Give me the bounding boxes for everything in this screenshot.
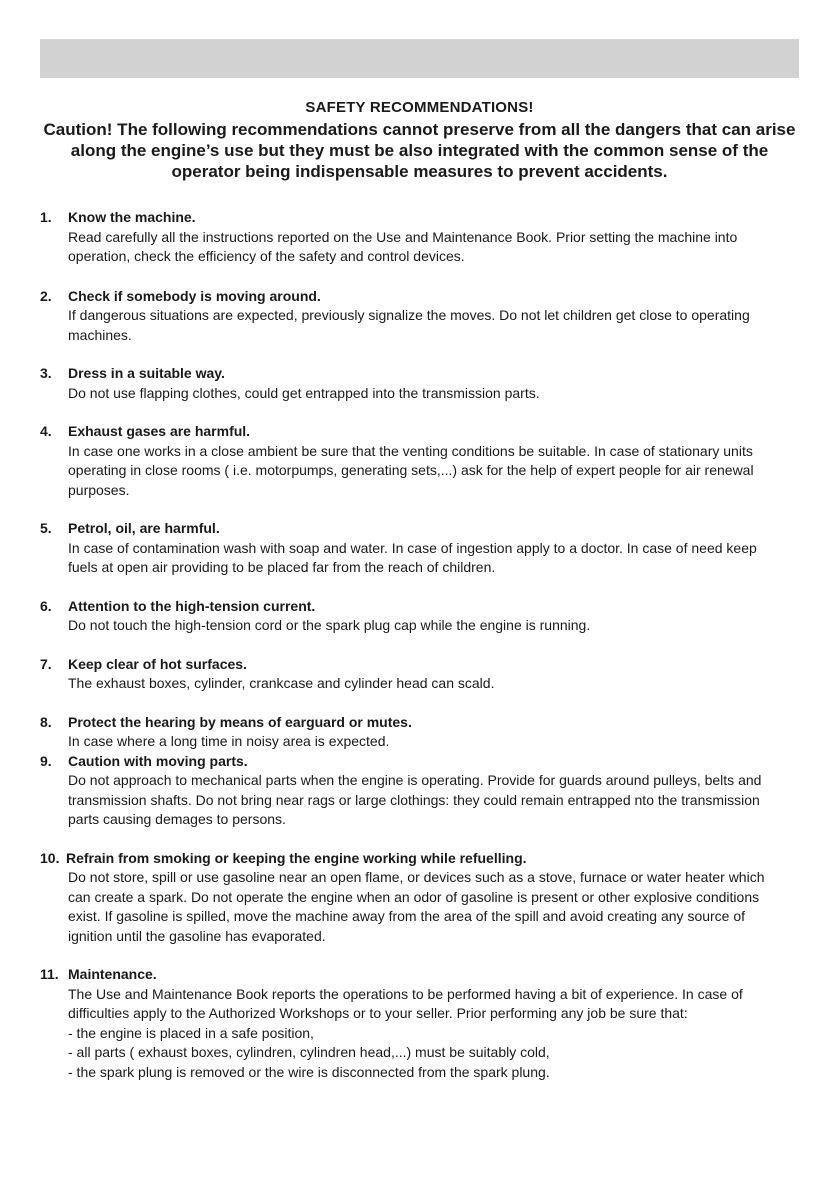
item-title: Refrain from smoking or keeping the engine working while refuelling. [66,849,527,866]
item-bullet: - the spark plung is removed or the wire is disconnected from the spark plung. [68,1063,550,1080]
item-title: Petrol, oil, are harmful. [68,520,220,536]
list-item [40,597,788,636]
item-number: 1. [40,209,52,225]
item-number: 7. [40,655,52,672]
item-number: 3. [40,365,52,381]
list-item [40,519,788,578]
item-text: If dangerous situations are expected, previously signalize the moves. Do not let children get close to operating machines. [68,307,750,343]
list-item [40,752,788,830]
item-text: In case where a long time in noisy area is expected. [68,733,390,749]
item-text: In case of contamination wash with soap and water. In case of ingestion apply to a doctor. In case of need keep fuels at open air providing to be placed far from the reach of children. [68,539,757,575]
item-text: Do not use flapping clothes, could get entrapped into the transmission parts. [68,384,540,401]
list-item [40,849,788,947]
item-title: Check if somebody is moving around. [68,287,321,304]
item-number: 5. [40,520,52,536]
item-text: The exhaust boxes, cylinder, crankcase and cylinder head can scald. [68,675,495,691]
item-title: Maintenance. [68,966,157,982]
item-number: 10. [40,849,60,866]
item-title: Keep clear of hot surfaces. [68,655,247,672]
item-number: 4. [40,423,52,439]
item-title: Protect the hearing by means of earguard or mutes. [68,713,412,730]
item-number: 2. [40,287,52,304]
header-bar [40,39,799,78]
item-number: 9. [40,752,52,769]
item-title: Know the machine. [68,209,196,225]
list-item [40,287,788,346]
list-item [40,713,788,752]
list-item [40,965,788,1082]
item-number: 6. [40,597,52,614]
list-item [40,422,788,500]
caution-text: Caution! The following recommendations cannot preserve from all the dangers that can arise along the engine’s use but they must be also integrated with the common sense of the operator being indispensable measures to prevent accidents. [43,120,796,181]
item-title: Exhaust gases are harmful. [68,423,251,439]
item-text: Do not store, spill or use gasoline near an open flame, or devices such as a stove, furnace or water heater which can create a spark. Do not operate the engine when an odor of gasoline is present or other explosive conditions exist. If gasoline is spilled, move the machine away from the area of the spill and avoid creating any source of ignition until the gasoline has evaporated. [68,869,765,944]
item-bullet: - the engine is placed in a safe position, [68,1024,314,1041]
item-text: The Use and Maintenance Book reports the operations to be performed having a bit of experience. In case of difficulties apply to the Authorized Workshops or to your seller. Prior performing any job be sure that: [68,985,743,1021]
safety-list [40,208,788,1082]
item-title: Attention to the high-tension current. [68,597,316,614]
page-title: SAFETY RECOMMENDATIONS! [305,99,534,116]
item-text: In case one works in a close ambient be sure that the venting conditions be suitable. In case of stationary units operating in close rooms ( i.e. motorpumps, generating sets,...) ask for the help of expert people for air renewal purposes. [68,442,754,498]
page-heading [40,98,799,182]
item-text: Read carefully all the instructions reported on the Use and Maintenance Book. Prior setting the machine into operation, check the efficiency of the safety and control devices. [68,228,738,264]
item-title: Caution with moving parts. [68,752,248,769]
list-item [40,655,788,694]
item-title: Dress in a suitable way. [68,365,225,381]
item-number: 8. [40,713,52,730]
item-text: Do not touch the high-tension cord or the spark plug cap while the engine is running. [68,617,591,633]
item-bullet: - all parts ( exhaust boxes, cylindren, cylindren head,...) must be suitably cold, [68,1044,550,1060]
list-item [40,208,788,267]
item-text: Do not approach to mechanical parts when the engine is operating. Provide for guards around pulleys, belts and transmission shafts. Do not bring near rags or large clothings: they could remain entrapped nto the transmission parts causing demages to persons. [68,772,762,827]
list-item [40,364,788,403]
item-number: 11. [40,966,59,982]
